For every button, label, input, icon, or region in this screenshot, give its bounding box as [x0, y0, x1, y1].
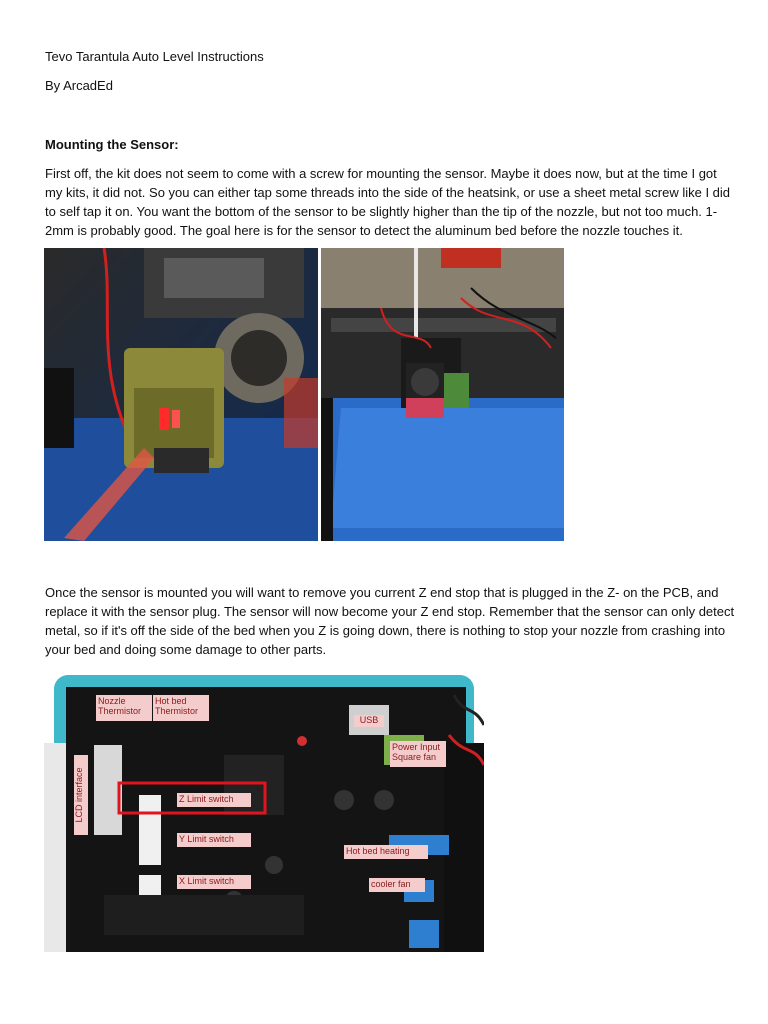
sensor-closeup-photo: [44, 248, 318, 541]
z-limit-switch-label: Z Limit switch: [177, 793, 251, 807]
paragraph-endstop: Once the sensor is mounted you will want to remove you current Z end stop that is plugged in the Z- on the PCB, and replace it with the sensor plug. The sensor will now become your Z end stop. Remember that the sensor can only detect metal, so if it's off the side of the bed when you Z is going down, there is nothing to stop your nozzle from crashing into your bed and doing some damage to other parts.: [45, 585, 735, 657]
lcd-interface-label: LCD interface: [74, 755, 88, 835]
nozzle-thermistor-label: Nozzle Thermistor: [96, 695, 152, 721]
printer-head-photo: [321, 248, 564, 541]
paragraph-mounting: First off, the kit does not seem to come with a screw for mounting the sensor. Maybe it does now, but at the time I got my kits, it did not. So you can either tap some threads into the side of the heatsink, or use a sheet metal screw like I did to self tap it on. You want the bottom of the sensor to be slightly higher than the tip of the nozzle, but not too much. 1-2mm is probably good. The goal here is for the sensor to detect the aluminum bed before the nozzle touches it.: [45, 166, 731, 238]
y-limit-switch-label: Y Limit switch: [177, 833, 251, 847]
power-input-label: Power Input Square fan: [390, 741, 446, 767]
x-limit-switch-label: X Limit switch: [177, 875, 251, 889]
section-heading: Mounting the Sensor:: [45, 137, 179, 152]
document-author: By ArcadEd: [45, 78, 113, 93]
cooler-fan-label: cooler fan: [369, 878, 425, 892]
hot-bed-thermistor-label: Hot bed Thermistor: [153, 695, 209, 721]
hot-bed-heating-label: Hot bed heating: [344, 845, 428, 859]
usb-label: USB: [354, 715, 384, 727]
document-title: Tevo Tarantula Auto Level Instructions: [45, 49, 264, 64]
pcb-board-image: [44, 675, 484, 952]
